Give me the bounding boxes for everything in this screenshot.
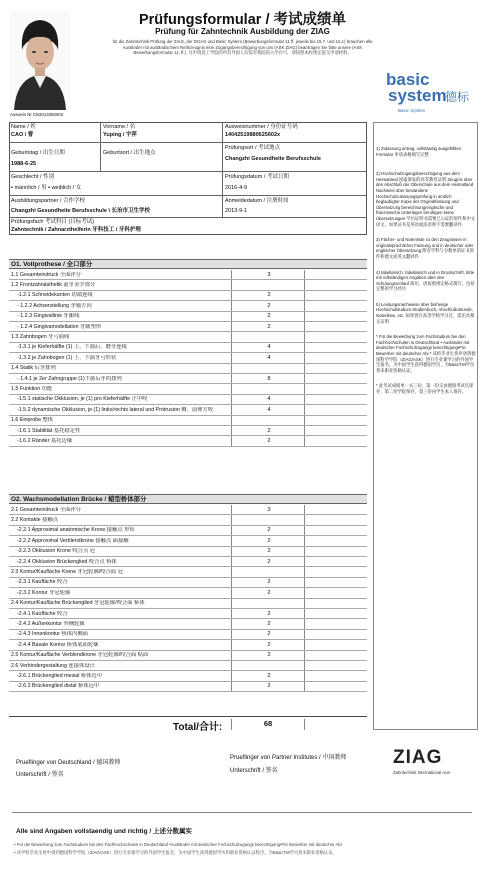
score-value: 2	[267, 427, 271, 434]
geburtsort-label: Geburtsort / 出生地点	[103, 150, 156, 156]
criterion-label: -1.2.1 Schneidekanten 切端连线	[17, 292, 93, 299]
score-value: 2	[267, 292, 271, 299]
table-row	[9, 364, 367, 374]
table-row	[9, 416, 367, 426]
total-value: 68	[231, 719, 305, 730]
table-row	[9, 557, 367, 567]
table-row	[9, 651, 367, 661]
signature-right-sign: Unterschrift / 签名	[230, 768, 278, 774]
criterion-label: 2.5 Kontur/Kaufläche Verblendkrone 牙冠轮廓/咬合面 贴面	[11, 652, 149, 659]
logo-word-basic: basic	[386, 70, 430, 89]
row-divider	[9, 691, 367, 692]
table-row	[9, 671, 367, 681]
table-row	[9, 374, 367, 384]
requirement-item: 2) Hochschulzugangsberechtigung aus dem Heimatland 国家颁发的高等教育证明 Zeugnis über den Abschluß der Oberschule aus dem Heimatland Nachweis über bestandene Hochschulzulassungsprüfung in amtlich beglaubigter Kopie der Originalfassung und Übersetzung bereichnung/englische und französische Unterlagen benötigen keine Übersetzungen 学历证明书需要已公证的原件和中文译文，如果证书是英语或法语则不需要翻译件	[376, 171, 476, 227]
table-row	[9, 609, 367, 619]
criterion-label: -1.3.1 je Kieferhälfte (1) 上、下颌后、磨牙连线	[17, 344, 127, 351]
score-value: 2	[267, 527, 271, 534]
requirement-item: 5) Leistungsnachweise über bisherige Hochschulstudium Studienbuch, Abschlußurkunde, Notenliste, etc. 如果曾在高等学校学习过，需出具相关证明	[376, 301, 475, 324]
criterion-label: 2.6 Verbindergestaltung 连接体设计	[11, 662, 95, 669]
logo-cn: 德标	[445, 90, 470, 104]
logo-sub: Basic System	[398, 108, 426, 113]
score-value: 2	[267, 558, 271, 565]
criterion-label: 2.3 Kontur/Kaufläche Krone 牙冠轮廓/咬合面 冠	[11, 568, 123, 575]
geburtstag-value: 1988-6-25	[11, 161, 37, 167]
criterion-label: - 1.4.1 je 2er Zahngruppe (1)下颌后牙的排列	[17, 375, 122, 382]
criterion-label: -2.6.2 Brückenglied distal 桥体远中	[17, 683, 100, 690]
footer-note-1: • Für die Bewerbung zum Fachstudium bei den Fachhochschulen in Deutschland •Ausländer mit deutscher Fochschulzugangs berechtigung•Für Bewerber mit deutscher Abi	[14, 842, 342, 847]
name-label: Name / 姓	[11, 124, 36, 130]
score-value: 2	[267, 537, 271, 544]
criterion-label: -1.6.1 Stabilität 基托稳定性	[17, 427, 81, 434]
row-divider	[9, 446, 367, 447]
photo-caption: Ausweis Nr CN2013350003	[10, 112, 64, 117]
criterion-label: -1.6.2 Ränder 基托边缘	[17, 437, 73, 444]
criterion-label: 2.2 Kontakte 接触点	[11, 516, 59, 523]
score-value: 2	[267, 302, 271, 309]
table-row	[9, 343, 367, 353]
anmelde-value: 2013-9-1	[225, 208, 248, 214]
table-row	[9, 384, 367, 394]
ziag-logo: ZIAG	[393, 747, 443, 768]
section2-header: O2. Wachsmodellation Brücke / 蜡型桥体部分	[9, 494, 367, 504]
score-value: 8	[267, 375, 271, 382]
table-row	[9, 436, 367, 446]
table-row	[9, 619, 367, 629]
criterion-label: 1.1 Gesamteindruck 全面评分	[11, 271, 82, 278]
score-value: 3	[267, 506, 271, 513]
requirement-item: 4) tabellarisch, tabellarisch und in Druckschrift, bitte mit vollständigen Angaben über den Schulungsverlauf 简历，请按照规定格式填写，包括完整的学习经历	[376, 269, 475, 292]
table-row	[9, 312, 367, 322]
applicant-photo	[10, 10, 70, 110]
score-value: 2	[267, 579, 271, 586]
footer-note-2: • 该学校毕业生将申请到德国科学学院（ZIAG/ASK）进行专业课学习的外国学生报名，为中国学生获得德国学历和职业资格认证程序。为BasicTM学员将来职业资格认证。	[14, 850, 337, 855]
table-row	[9, 526, 367, 536]
table-row	[9, 661, 367, 671]
signature-left-title: Prueflinger von Deutschland / 德国教师	[16, 760, 121, 766]
basic-system-logo	[378, 62, 478, 120]
table-row	[9, 682, 367, 692]
requirement-item: * Für die Bewerbung zum Fachstudium bei den Fachhochschulen in Deutschland • Ausländer mit deutscher Fochschulzugangs berechtigung•Für Bewerber mit deutscher Abi * 该校毕业生将申请到德国科学学院（ZIAG/ASK）进行专业课学习的外国学生报名，为中国学生获得德国学历，为BasicTM学员将来职业资格认证。	[376, 334, 476, 373]
geschlecht-value: ▪ männlich / 男 ▪ weiblich / 女	[11, 185, 82, 191]
score-value: 2	[267, 589, 271, 596]
ausweis-value: 14042519880625602x	[225, 132, 281, 138]
table-row	[9, 640, 367, 650]
requirements-list	[376, 126, 476, 399]
table-row	[9, 395, 367, 405]
vorname-label: Vorname / 名	[103, 124, 136, 130]
pruefungsdatum-label: Prüfungsdatum / 考试日期	[225, 174, 289, 180]
criterion-label: 1.2 Frontzahnästhetik 前牙美学部分	[11, 281, 96, 288]
score-value: 3	[267, 271, 271, 278]
table-row	[9, 567, 367, 577]
score-value: 4	[267, 344, 271, 351]
total-row	[9, 716, 367, 733]
pruefungsort-value: Changzhi Gesundheite Berufsschule	[225, 156, 321, 162]
table-row	[9, 630, 367, 640]
score-value: 2	[267, 323, 271, 330]
header-note: für die Zahntechnik Prüfung der ZIAG, der DGAG und Basic System (Bewerbungsformular 11 ff. jeweils bis 15.7. und 15.1) brauchen alle Ausländer mit ausländischem Reifezeugnis eine Zugangsberechtigung von uns (ASK ZIAG) beantragen Sie bitte unsere (ASK Bewerbungsformular 11, ff.). 凡申请技工学院的所有外国人均需有我院的入学许可，请按照本校规定提交申请材料。	[112, 39, 373, 56]
vorname-value: Yuping / 宇萍	[103, 132, 137, 138]
score-value: 2	[267, 610, 271, 617]
criterion-label: -2.2.3 Okklusion Krone 咬合点 冠	[17, 548, 96, 555]
score-value: 2	[267, 641, 271, 648]
criterion-label: -1.5.2 dynamische Okklusion, je (1) links/rechts lateral und Protrusion 侧、前伸方咬	[17, 406, 214, 413]
score-value: 2	[267, 548, 271, 555]
criterion-label: - 1.2.4 Gingivamodellation 牙龈塑形	[17, 323, 102, 330]
criterion-label: -1.5.1 statische Okklusion, je (1) pro Kieferhälfte 正中咬	[17, 396, 148, 403]
criterion-label: 2.4 Kontur/Kaufläche Brückenglied 牙冠轮廓/咬合面 桥体	[11, 600, 145, 607]
partner-label: Ausbildungspartner / 合作学校	[11, 198, 85, 204]
criterion-label: -2.2.4 Okklusion Brückenglied 咬合点 桥体	[17, 558, 117, 565]
table-row	[9, 599, 367, 609]
logo-word-system: system	[388, 86, 447, 105]
table-row	[9, 353, 367, 363]
signature-right-title: Prueflinger von Partner Institutes / 中国教师	[230, 755, 347, 761]
score-value: 2	[267, 683, 271, 690]
score-value: 2	[267, 437, 271, 444]
pruefungsdatum-value: 2016-4-9	[225, 185, 248, 191]
table-row	[9, 426, 367, 436]
criterion-label: -2.2.2 Approximal Verblendkrone 接触点 面接触	[17, 537, 129, 544]
page-subtitle: Prüfung für Zahntechnik Ausbildung der ZIAG	[155, 27, 330, 36]
score-value: 2	[267, 652, 271, 659]
table-row	[9, 332, 367, 342]
table-row	[9, 301, 367, 311]
table-row	[9, 515, 367, 525]
footer-statement: Alle sind Angaben vollstaendig und richtig / 上述分数属实	[16, 828, 192, 835]
anmelde-label: Anmeldedatum / 注册时间	[225, 198, 289, 204]
criterion-label: 1.5 Funktion 功能	[11, 385, 53, 392]
criterion-label: -2.4.1 Kaufläche 咬合	[17, 610, 68, 617]
geburtstag-label: Geburtstag / 出生日期	[11, 150, 65, 156]
criterion-label: 2.1 Gesamteindruck 全面评分	[11, 506, 82, 513]
table-row	[9, 536, 367, 546]
signature-left-sign: Unterschrift / 签名	[16, 772, 64, 778]
geschlecht-label: Geschlecht / 性别	[11, 174, 55, 180]
criterion-label: -2.3.1 Kaufläche 咬合	[17, 579, 68, 586]
criterion-label: -2.2.1 Approximal anatomische Krone 接触点 形状	[17, 527, 135, 534]
score-value: 2	[267, 672, 271, 679]
table-row	[9, 505, 367, 515]
score-value: 2	[267, 620, 271, 627]
criterion-label: 1.3 Zahnbogen 牙弓曲线	[11, 333, 70, 340]
table-row	[9, 405, 367, 415]
table-row	[9, 322, 367, 332]
criterion-label: 1.6 Einprobe 整体	[11, 417, 54, 424]
table-row	[9, 578, 367, 588]
criterion-label: -2.6.1 Brückenglied mesial 桥体近中	[17, 672, 103, 679]
criterion-label: 1.4 Statik 后牙排列	[11, 365, 56, 372]
criterion-label: - 1.2.2 Achsenstellung 牙轴方向	[17, 302, 92, 309]
table-row	[9, 547, 367, 557]
score-value: 4	[267, 406, 271, 413]
section1-header: O1. Vollprothese / 全口部分	[9, 259, 367, 269]
criterion-label: -2.3.2 Kontur 牙冠轮廓	[17, 589, 71, 596]
score-value: 4	[267, 396, 271, 403]
score-value: 2	[267, 313, 271, 320]
criterion-label: -1.3.2 je Zahnbogen (1) 上、下颌牙弓形状	[17, 354, 117, 361]
ausweis-label: Ausweisnummer / 身份证号码	[225, 124, 298, 130]
fach-value: Zahntechnik / Zahnarzthelferin 牙科技工 / 牙科护理	[11, 227, 141, 233]
table-row	[9, 291, 367, 301]
name-value: CAO / 曹	[11, 132, 34, 138]
requirement-item: 3) Fächer- und Notenliste zu den Zeugnissen in originalsprachlicher Fassung und in deutscher oder englischer Übersetzung 附有学科与分数单的证书原件和德文或英文翻译件	[376, 237, 474, 259]
requirement-item: 1) Zulassung antrag, vollständig ausgefülltes Formular 申请表格填写完整	[376, 146, 462, 157]
criterion-label: - 1.2.3 Gingivallinie 牙龈线	[17, 313, 80, 320]
score-value: 4	[267, 354, 271, 361]
table-row	[9, 270, 367, 280]
criterion-label: -2.4.4 Basale Kontur 桥体底面轮廓	[17, 641, 99, 648]
table-row	[9, 280, 367, 290]
ziag-sub: Zahntechnik International Aus-	[393, 770, 452, 775]
total-label: Total/合计:	[173, 722, 223, 733]
partner-value: Changzhi Gesundheite Berufsschule \ 长治市卫生学校	[11, 208, 151, 214]
table-row	[9, 588, 367, 598]
page-title: Prüfungsformular / 考试成绩单	[138, 12, 347, 28]
pruefungsort-label: Prüfungsort / 考试地点	[225, 145, 281, 151]
criterion-label: -2.4.3 Innenkontur 桥体内侧面	[17, 631, 88, 638]
requirement-item: * 此考试成绩单一式三份，第一份交由德国考试官保存，第二份学院保存，第三份由学生本人保存。	[376, 383, 474, 394]
criterion-label: -2.4.2 Außenkontur 外侧轮廓	[17, 620, 85, 627]
fach-label: Prüfungsfach 考试科目 (目标考试)	[11, 219, 95, 225]
score-value: 2	[267, 631, 271, 638]
